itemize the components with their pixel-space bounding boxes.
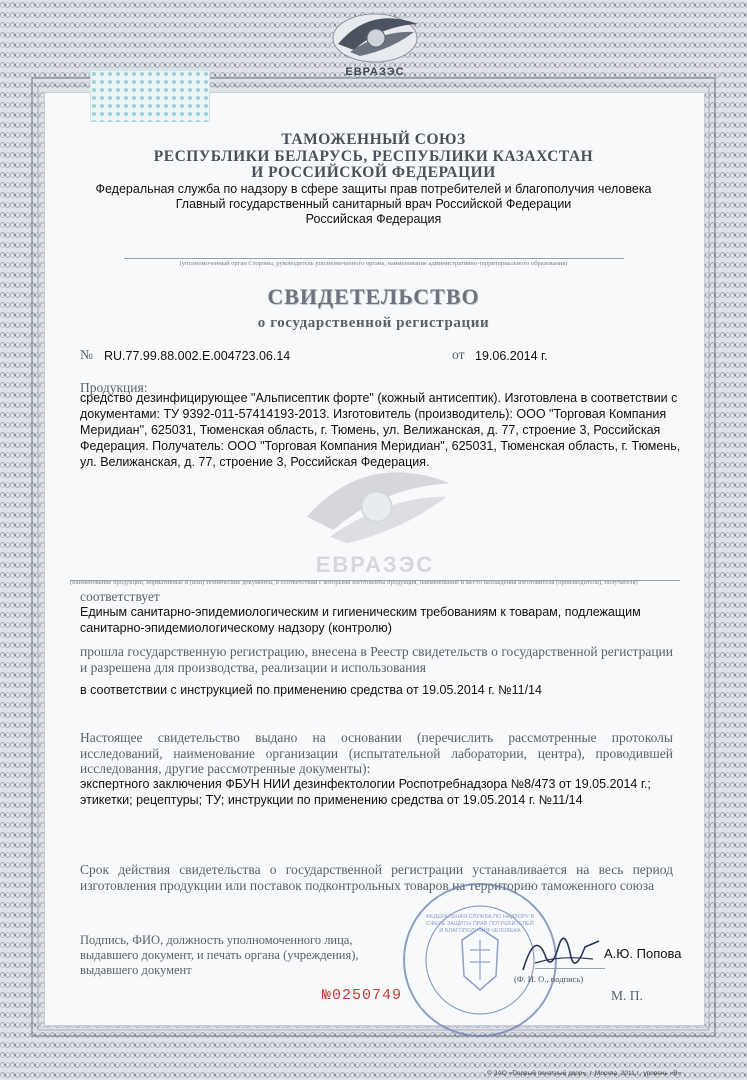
stamp-text: ФЕДЕРАЛЬНАЯ СЛУЖБА ПО НАДЗОРУ В СФЕРЕ ЗАЩИТЫ ПРАВ ПОТРЕБИТЕЛЕЙ И БЛАГОПОЛУЧИЯ ЧЕЛОВЕКА	[425, 914, 535, 934]
conformity-text: Единым санитарно-эпидемиологическим и гигиеническим требованиям к товарам, подлежащим санитарно-эпидемиологическому надзору (контролю)	[80, 605, 641, 635]
union-line-2: РЕСПУБЛИКИ БЕЛАРУСЬ, РЕСПУБЛИКИ КАЗАХСТАН	[153, 148, 594, 165]
basis-text: Настоящее свидетельство выдано на основании (перечислить рассмотренные протоколы исследований, наименование организации (испытательной лаборатории, центра), проводившей исследования, другие рассмотренные документы):	[80, 730, 673, 776]
signature-rule	[535, 968, 605, 969]
watermark-text: ЕВРАЗЭС	[315, 552, 435, 577]
number-label: №	[80, 347, 93, 362]
serial-number: №0250749	[322, 987, 403, 1004]
validity-text: Срок действия свидетельства о государственной регистрации устанавливается на весь период изготовления продукции или поставок подконтрольных товаров на территорию таможенного союза	[80, 862, 673, 893]
eurasec-logo-text: ЕВРАЗЭС	[345, 66, 405, 78]
hologram-strip	[90, 70, 210, 122]
agency-line-1: Федеральная служба по надзору в сфере защиты прав потребителей и благополучия человека	[95, 182, 652, 196]
signature-label-line-2: выдавшего документ, и печать органа (учреждения),	[80, 948, 359, 962]
seal-place-mark: М. П.	[611, 988, 643, 1003]
conformity-label: соответствует	[80, 589, 160, 604]
union-line-1: ТАМОЖЕННЫЙ СОЮЗ	[281, 131, 466, 148]
date-label: от	[452, 347, 465, 362]
signature-label-line-3: выдавшего документ	[80, 963, 192, 977]
certificate-title: СВИДЕТЕЛЬСТВО	[267, 284, 480, 309]
registered-text: прошла государственную регистрацию, внесена в Реестр свидетельств о государственной регистрации и разрешена для производства, реализации и использования	[80, 644, 673, 675]
fio-note: (Ф. И. О., подпись)	[514, 974, 584, 984]
certificate-subtitle: о государственной регистрации	[257, 315, 490, 331]
product-note: (наименование продукции, нормативные и (или) технические документы, в соответствии с которыми изготовлена продукция, наименование и место нахождения изготовителя (производителя), получателя)	[70, 579, 638, 586]
product-text: средство дезинфицирующее "Альписептик форте" (кожный антисептик). Изготовлена в соответствии с документами: ТУ 9392-011-57414193-2013. Изготовитель (производитель): ООО "Торговая Компания Меридиан", 625031, Тюменская область, г. Тюмень, ул. Велижанская, д. 77, строение 3, Российская Федерация. Получатель: ООО "Торговая Компания Меридиан", 625031, Тюменская область, г. Тюмень, ул. Велижанская, д. 77, строение 3, Российская Федерация.	[80, 391, 681, 469]
basis-value-line-1: экспертного заключения ФБУН НИИ дезинфектологии Роспотребнадзора №8/473 от 19.05.2014 г.;	[80, 777, 651, 791]
basis-value-line-2: этикетки; рецептуры; ТУ; инструкции по применению средства от 19.05.2014 г. №11/14	[80, 793, 583, 807]
agency-line-3: Российская Федерация	[305, 212, 442, 226]
authority-rule	[124, 258, 624, 259]
agency-line-2: Главный государственный санитарный врач Российской Федерации	[175, 197, 572, 211]
signatory-name: А.Ю. Попова	[604, 946, 682, 961]
registered-value: в соответствии с инструкцией по применению средства от 19.05.2014 г. №11/14	[80, 683, 542, 697]
registration-date: 19.06.2014 г.	[475, 349, 548, 363]
watermark-emblem-icon	[265, 460, 485, 560]
signature-label-line-1: Подпись, ФИО, должность уполномоченного лица,	[80, 933, 353, 947]
signature-scribble	[515, 925, 605, 980]
eurasec-watermark	[265, 460, 485, 580]
registration-number: RU.77.99.88.002.Е.004723.06.14	[104, 349, 291, 363]
authority-note: (уполномоченный орган Стороны, руководитель уполномоченного органа, наименование административно-территориального образования)	[179, 260, 568, 267]
eurasec-logo	[320, 10, 430, 82]
printer-note: © ЗАО «Первый печатный двор», г. Москва, 2011 г., уровень «В»	[487, 1070, 682, 1077]
union-line-3: И РОССИЙСКОЙ ФЕДЕРАЦИИ	[251, 164, 496, 181]
product-label: Продукция:	[80, 380, 148, 395]
